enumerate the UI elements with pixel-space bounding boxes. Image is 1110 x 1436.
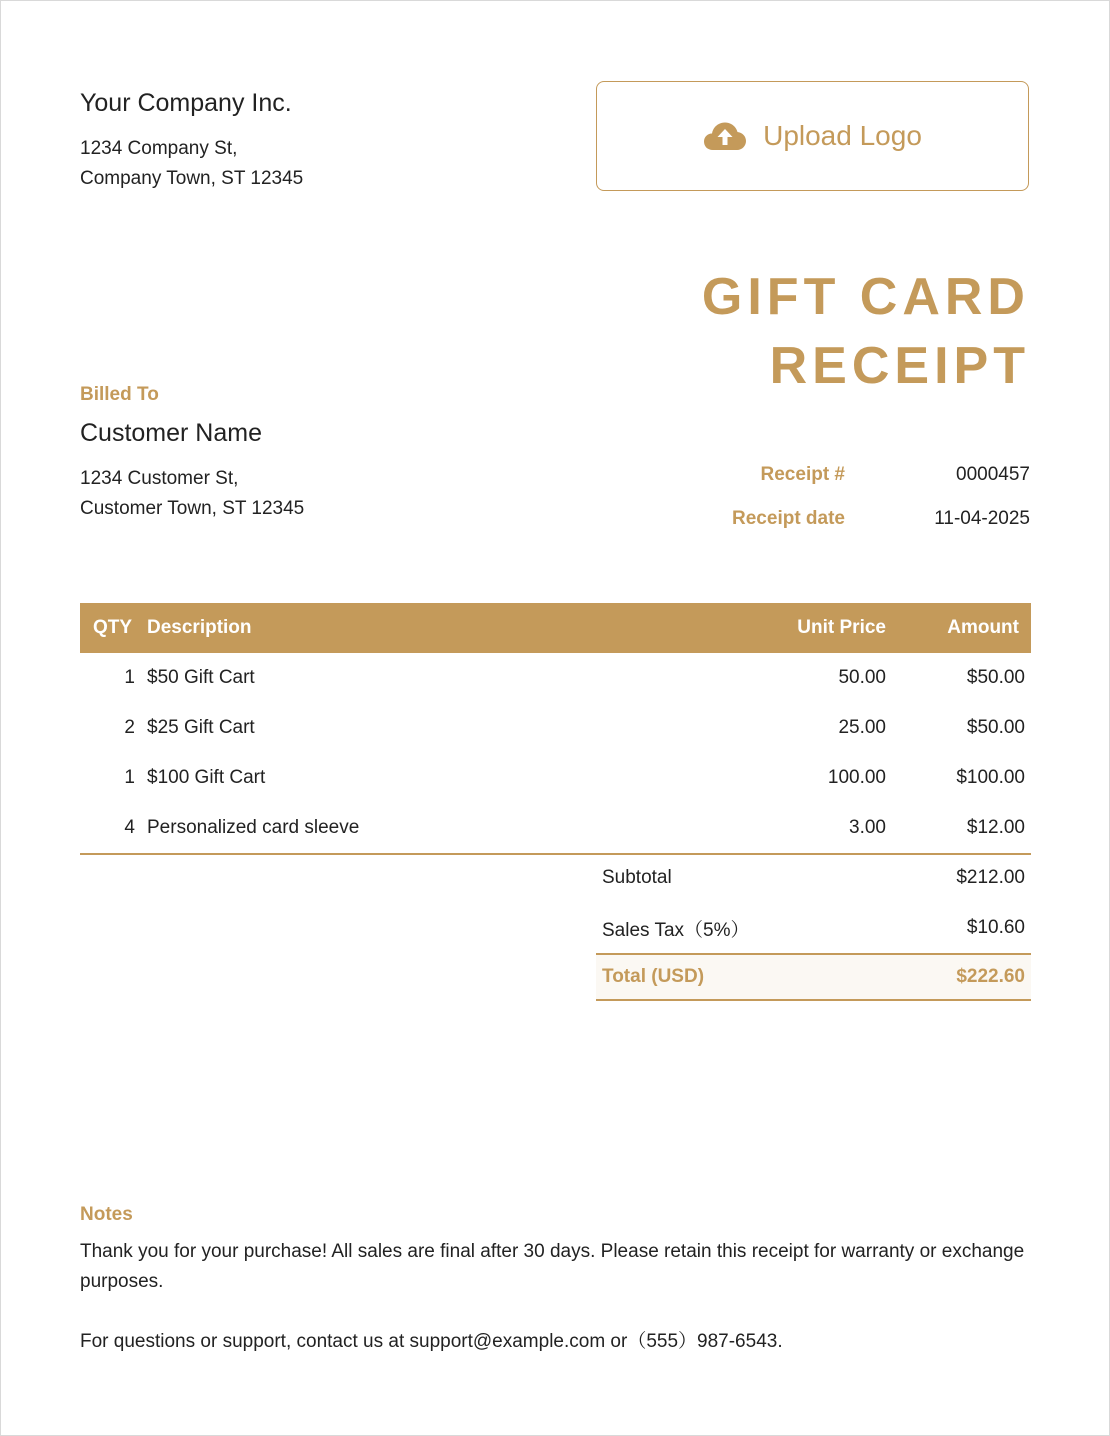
document-title [702, 263, 1030, 401]
receipt-date-value: 11-04-2025 [934, 508, 1030, 529]
company-address-line1: 1234 Company St, [80, 138, 238, 159]
receipt-meta [690, 453, 1030, 541]
totals-block [596, 853, 1031, 1001]
total-row [596, 953, 1031, 1001]
upload-logo-button[interactable] [596, 81, 1029, 191]
customer-address-line2: Customer Town, ST 12345 [80, 498, 305, 519]
company-block [80, 89, 303, 194]
table-row [80, 653, 1031, 703]
document-title-line2: RECEIPT [769, 337, 1030, 395]
row-unit-price: 50.00 [838, 667, 886, 688]
row-unit-price: 25.00 [838, 717, 886, 738]
total-label: Total (USD) [602, 966, 705, 987]
items-table [80, 603, 1031, 855]
row-description: $50 Gift Cart [147, 667, 255, 688]
row-qty: 2 [124, 717, 135, 738]
total-value: $222.60 [956, 966, 1025, 987]
row-unit-price: 100.00 [827, 767, 886, 788]
cloud-upload-icon [703, 121, 747, 151]
row-qty: 4 [124, 817, 135, 838]
sales-tax-label: Sales Tax（5%） [602, 919, 750, 941]
row-qty: 1 [124, 767, 135, 788]
table-row [80, 803, 1031, 853]
customer-name: Customer Name [80, 419, 262, 447]
table-header [80, 603, 1031, 653]
customer-block [80, 419, 304, 524]
table-row [80, 703, 1031, 753]
table-row [80, 753, 1031, 803]
row-description: $25 Gift Cart [147, 717, 255, 738]
receipt-number-row [690, 453, 1030, 497]
row-description: $100 Gift Cart [147, 767, 266, 788]
row-qty: 1 [124, 667, 135, 688]
row-amount: $50.00 [966, 667, 1025, 688]
sales-tax-value: $10.60 [966, 917, 1025, 938]
notes-text: Thank you for your purchase! All sales are final after 30 days. Please retain this receipt for warranty or exchange purposes. [80, 1241, 1025, 1292]
receipt-number-value: 0000457 [956, 464, 1030, 485]
row-amount: $50.00 [966, 717, 1025, 738]
subtotal-row [596, 853, 1031, 903]
header-amount: Amount [947, 617, 1019, 638]
billed-to-label: Billed To [80, 384, 159, 405]
receipt-number-label: Receipt # [760, 464, 845, 485]
notes-label: Notes [80, 1204, 133, 1225]
row-unit-price: 3.00 [849, 817, 886, 838]
sales-tax-row [596, 903, 1031, 953]
header-qty: QTY [93, 617, 133, 638]
receipt-date-row [690, 497, 1030, 541]
company-name: Your Company Inc. [80, 89, 292, 117]
subtotal-value: $212.00 [956, 867, 1025, 888]
header-description: Description [147, 617, 252, 638]
receipt-date-label: Receipt date [732, 508, 845, 529]
notes-contact: For questions or support, contact us at support@example.com or（555）987-6543. [80, 1331, 783, 1352]
row-amount: $12.00 [966, 817, 1025, 838]
header-unit-price: Unit Price [797, 617, 886, 638]
notes-section [80, 1204, 1031, 1357]
row-description: Personalized card sleeve [147, 817, 360, 838]
customer-address-line1: 1234 Customer St, [80, 468, 239, 489]
company-address-line2: Company Town, ST 12345 [80, 168, 304, 189]
subtotal-label: Subtotal [602, 867, 672, 888]
upload-logo-label: Upload Logo [763, 120, 922, 151]
document-title-line1: GIFT CARD [701, 268, 1030, 326]
table-body [80, 653, 1031, 855]
row-amount: $100.00 [956, 767, 1025, 788]
